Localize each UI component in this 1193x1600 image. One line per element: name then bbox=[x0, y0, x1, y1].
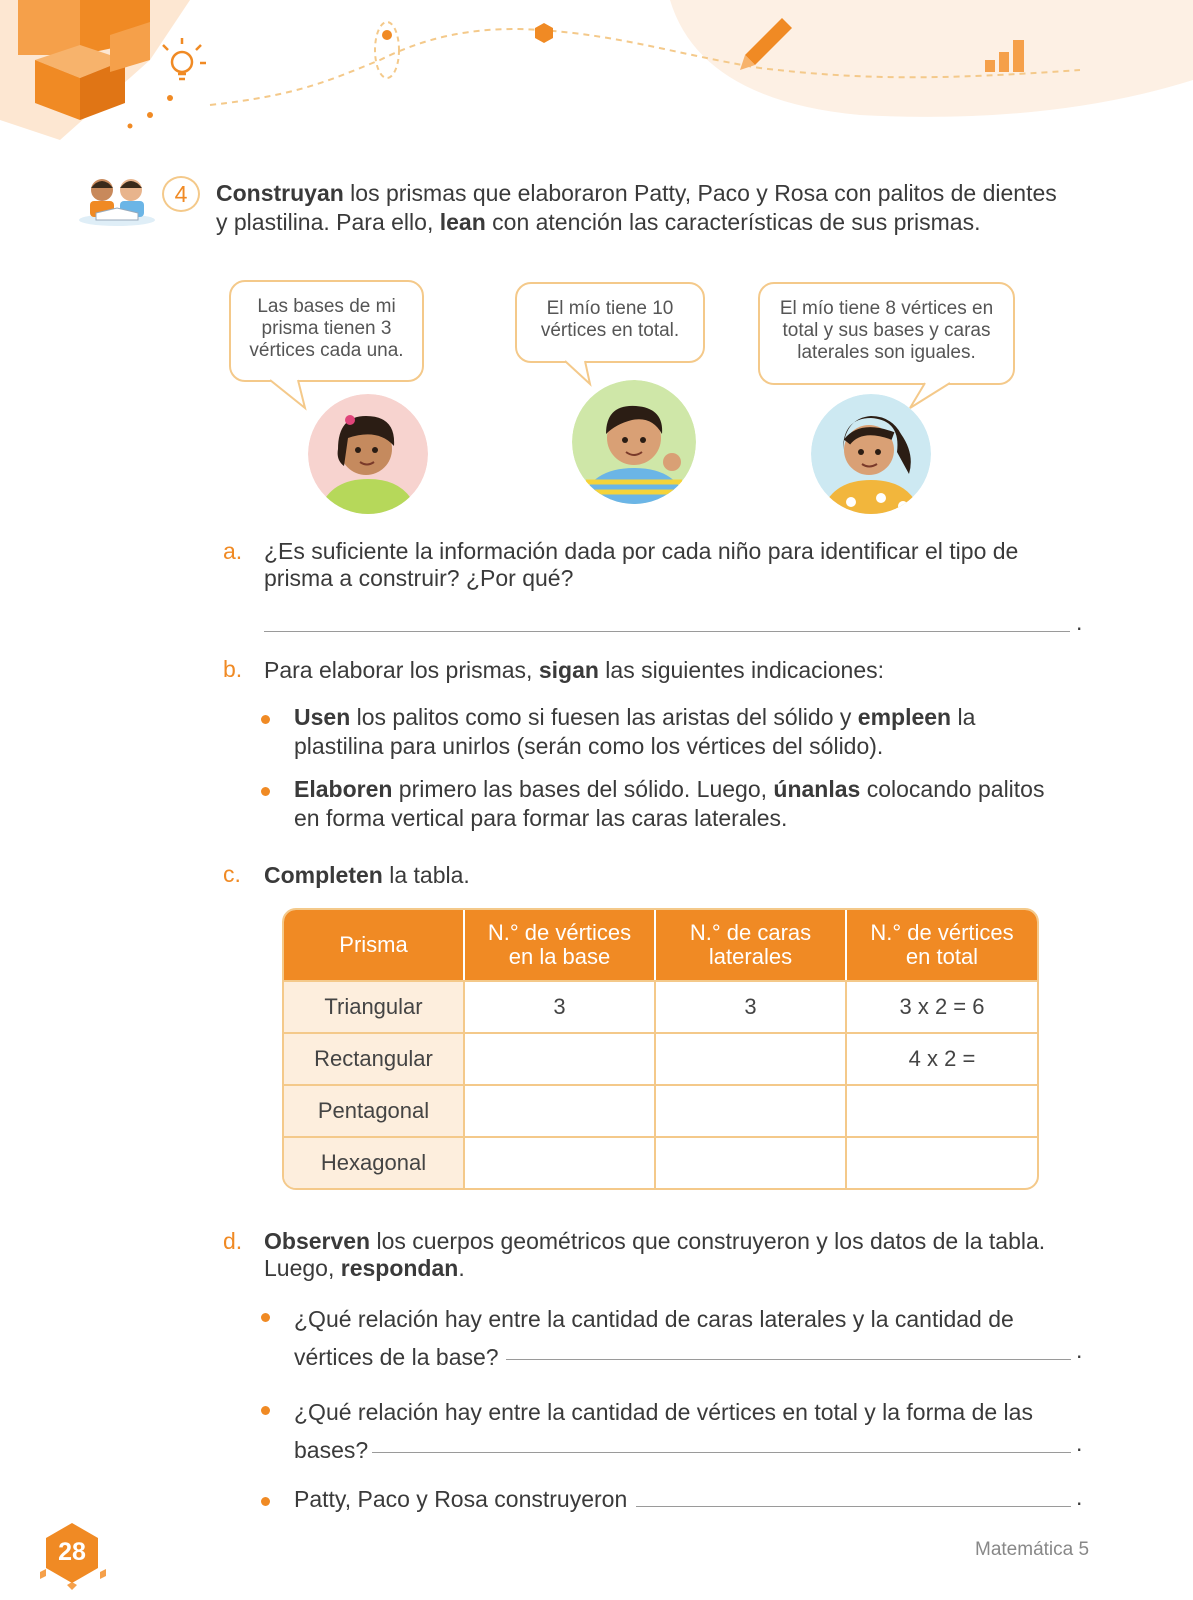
question-line: ¿Qué relación hay entre la cantidad de caras laterales y la cantidad de bbox=[294, 1306, 1014, 1332]
column-header-lateral-faces bbox=[656, 910, 847, 980]
bullet-dot bbox=[261, 715, 270, 724]
table-cell[interactable] bbox=[465, 1032, 656, 1084]
bullet-dot bbox=[261, 1497, 270, 1506]
text-run: en forma vertical para formar las caras laterales. bbox=[294, 805, 788, 831]
answer-line-d3[interactable] bbox=[636, 1506, 1071, 1507]
header-line: N.° de vértices bbox=[487, 920, 632, 945]
table-cell[interactable]: 3 bbox=[465, 980, 656, 1032]
text-run: los palitos como si fuesen las aristas del sólido y bbox=[350, 704, 858, 730]
section-d-question-3: Patty, Paco y Rosa construyeron bbox=[294, 1486, 628, 1512]
answer-line-d1[interactable] bbox=[506, 1359, 1071, 1360]
speech-line: prisma tienen 3 bbox=[261, 318, 392, 339]
table-cell[interactable] bbox=[847, 1136, 1037, 1188]
column-header-prisma bbox=[284, 910, 465, 980]
prism-name-cell: Pentagonal bbox=[284, 1084, 465, 1136]
answer-period: . bbox=[1076, 1337, 1083, 1363]
table-cell[interactable]: 3 x 2 = 6 bbox=[847, 980, 1037, 1032]
prism-name-cell: Rectangular bbox=[284, 1032, 465, 1084]
text-run: la tabla. bbox=[382, 862, 470, 888]
section-b-bullet-1 bbox=[294, 703, 1114, 761]
paco-avatar bbox=[572, 380, 696, 504]
section-b-instruction bbox=[264, 656, 1114, 685]
bold-word: Observen bbox=[264, 1228, 371, 1254]
bold-word: Completen bbox=[264, 862, 383, 888]
header-line: N.° de vértices bbox=[870, 920, 1014, 945]
question-line: prisma a construir? ¿Por qué? bbox=[264, 565, 574, 591]
bold-word: sigan bbox=[538, 657, 599, 683]
table-cell[interactable] bbox=[465, 1136, 656, 1188]
answer-period: . bbox=[1076, 1484, 1083, 1510]
header-line: en la base bbox=[508, 944, 611, 969]
table-row bbox=[284, 1136, 1037, 1188]
table-header-row bbox=[284, 910, 1037, 980]
question-line: vértices de la base? bbox=[294, 1344, 499, 1370]
speech-line: El mío tiene 10 bbox=[546, 298, 674, 319]
bold-word: únanlas bbox=[773, 776, 861, 802]
bullet-dot bbox=[261, 1313, 270, 1322]
speech-line: total y sus bases y caras bbox=[782, 320, 991, 341]
section-c-instruction bbox=[264, 861, 470, 890]
answer-line-d2[interactable] bbox=[372, 1452, 1071, 1453]
bold-word: Elaboren bbox=[294, 776, 393, 802]
prism-table bbox=[282, 908, 1039, 1190]
speech-line: vértices en total. bbox=[540, 320, 680, 341]
text-run: la bbox=[951, 704, 976, 730]
speech-bubble-tails bbox=[0, 0, 1193, 420]
text-run: las siguientes indicaciones: bbox=[598, 657, 885, 683]
text-run: colocando palitos bbox=[860, 776, 1045, 802]
section-d-question-1 bbox=[294, 1300, 1114, 1376]
question-line: ¿Qué relación hay entre la cantidad de vértices en total y la forma de las bbox=[294, 1399, 1033, 1425]
table-cell[interactable] bbox=[656, 1084, 847, 1136]
speech-line: vértices cada una. bbox=[249, 340, 404, 361]
text-run: primero las bases del sólido. Luego, bbox=[392, 776, 774, 802]
text-run: y plastilina. Para ello, bbox=[216, 209, 440, 235]
section-a-question bbox=[264, 538, 1114, 592]
section-d-instruction bbox=[264, 1228, 1114, 1282]
header-line: en total bbox=[905, 944, 979, 969]
bold-word: respondan bbox=[340, 1255, 459, 1281]
rosa-avatar bbox=[811, 394, 931, 514]
text-run: con atención las características de sus prismas. bbox=[485, 209, 981, 235]
page-number: 28 bbox=[58, 1538, 86, 1566]
column-header-total-vertices bbox=[847, 910, 1037, 980]
speech-line: laterales son iguales. bbox=[797, 342, 976, 363]
text-run: los prismas que elaboraron Patty, Paco y Rosa con palitos de dientes bbox=[343, 180, 1057, 206]
prism-name-cell: Triangular bbox=[284, 980, 465, 1032]
text-run: Para elaborar los prismas, bbox=[264, 657, 539, 683]
table-row bbox=[284, 1084, 1037, 1136]
table-row bbox=[284, 980, 1037, 1032]
answer-line-a[interactable] bbox=[264, 631, 1070, 632]
header-line: laterales bbox=[708, 944, 793, 969]
section-b-letter: b. bbox=[223, 656, 243, 682]
book-title: Matemática 5 bbox=[975, 1539, 1090, 1560]
bullet-dot bbox=[261, 1406, 270, 1415]
bullet-dot bbox=[261, 787, 270, 796]
text-run: plastilina para unirlos (serán como los vértices del sólido). bbox=[294, 733, 884, 759]
table-cell[interactable]: 3 bbox=[656, 980, 847, 1032]
activity-number-badge: 4 bbox=[162, 176, 200, 212]
section-d-question-2 bbox=[294, 1393, 1114, 1469]
section-b-bullet-2 bbox=[294, 775, 1114, 833]
table-cell[interactable]: 4 x 2 = bbox=[847, 1032, 1037, 1084]
speech-line: Las bases de mi bbox=[257, 296, 396, 317]
bold-word: Construyan bbox=[216, 180, 344, 206]
text-run: los cuerpos geométricos que construyeron y los datos de la tabla. bbox=[370, 1228, 1046, 1254]
header-line: N.° de caras bbox=[689, 920, 812, 945]
text-run: Luego, bbox=[264, 1255, 341, 1281]
section-c-letter: c. bbox=[223, 861, 241, 887]
section-a-letter: a. bbox=[223, 538, 243, 564]
table-cell[interactable] bbox=[656, 1136, 847, 1188]
table-cell[interactable] bbox=[847, 1084, 1037, 1136]
prism-name-cell: Hexagonal bbox=[284, 1136, 465, 1188]
answer-period: . bbox=[1076, 1430, 1083, 1456]
answer-period: . bbox=[1076, 609, 1083, 635]
speech-line: El mío tiene 8 vértices en bbox=[779, 298, 994, 319]
patty-avatar bbox=[308, 394, 428, 514]
text-run: . bbox=[458, 1255, 465, 1281]
section-d-letter: d. bbox=[223, 1228, 243, 1254]
table-cell[interactable] bbox=[656, 1032, 847, 1084]
bold-word: lean bbox=[439, 209, 486, 235]
bold-word: Usen bbox=[294, 704, 351, 730]
column-header-base-vertices bbox=[465, 910, 656, 980]
header-line: Prisma bbox=[339, 932, 408, 957]
bold-word: empleen bbox=[857, 704, 952, 730]
table-cell[interactable] bbox=[465, 1084, 656, 1136]
table-row bbox=[284, 1032, 1037, 1084]
question-line: bases? bbox=[294, 1437, 369, 1463]
question-line: ¿Es suficiente la información dada por cada niño para identificar el tipo de bbox=[264, 538, 1019, 564]
